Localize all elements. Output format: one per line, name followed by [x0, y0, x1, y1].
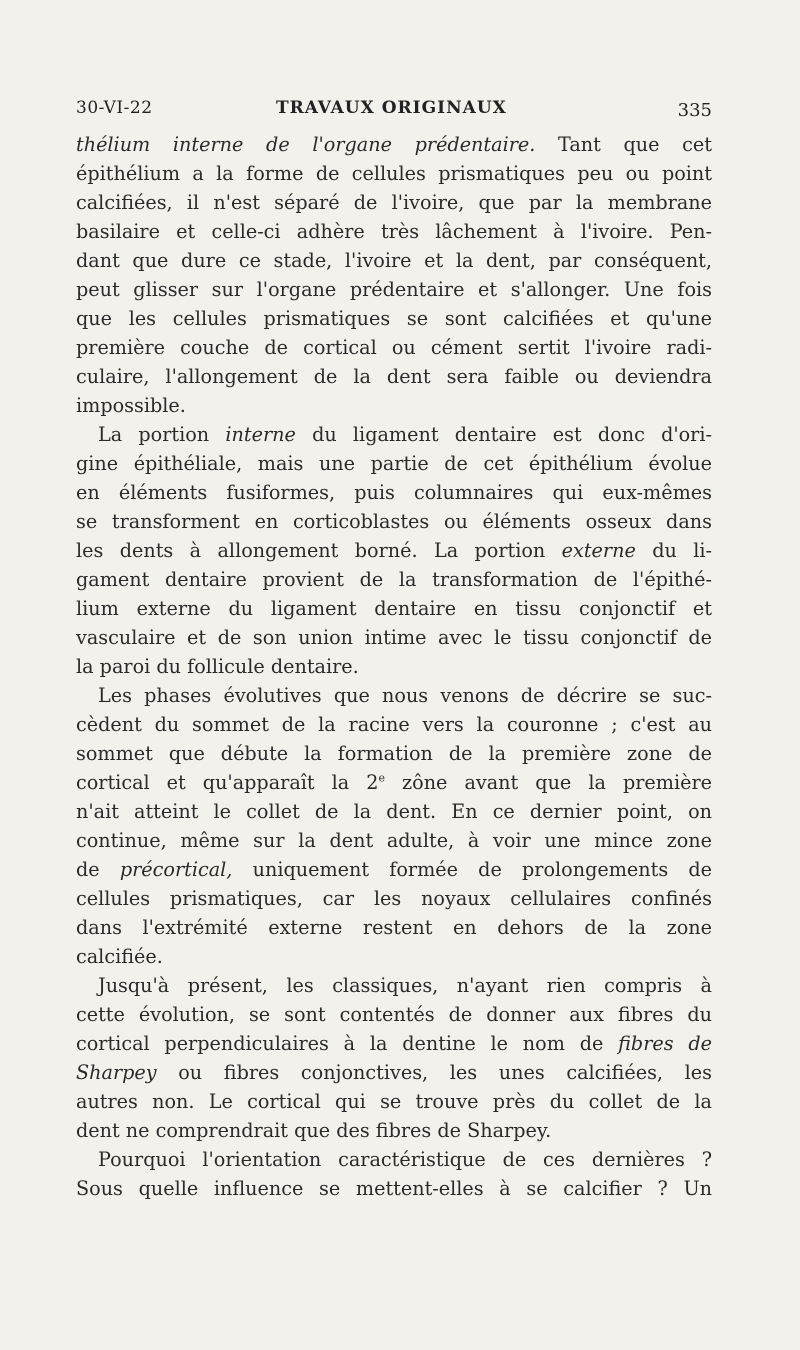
text-line	[76, 478, 712, 507]
text-line	[76, 826, 712, 855]
text-line	[76, 362, 712, 391]
text-line	[76, 304, 712, 333]
text-segment: première couche de cortical ou cément sertit l'ivoire radi-	[76, 336, 712, 359]
text-segment: culaire, l'allongement de la dent sera faible ou deviendra	[76, 365, 712, 388]
text-segment: en éléments fusiformes, puis columnaires qui eux-mêmes	[76, 481, 712, 504]
text-segment: zône avant que la première	[385, 771, 712, 794]
text-line	[76, 710, 712, 739]
text-segment: Sous quelle influence se mettent-elles à se calcifier ? Un	[76, 1177, 712, 1200]
text-segment: vasculaire et de son union intime avec le tissu conjonctif de	[76, 626, 712, 649]
text-segment: Pourquoi l'orientation caractéristique de ces dernières ?	[98, 1148, 712, 1171]
text-segment: cèdent du sommet de la racine vers la couronne ; c'est au	[76, 713, 712, 736]
text-line	[76, 1145, 712, 1174]
text-line	[76, 275, 712, 304]
text-line	[76, 1116, 712, 1145]
text-segment: du li-	[635, 539, 712, 562]
text-segment: cellules prismatiques, car les noyaux cellulaires confinés	[76, 887, 712, 910]
text-line	[76, 159, 712, 188]
text-line	[76, 246, 712, 275]
text-line	[76, 391, 712, 420]
italic-text: Sharpey	[76, 1061, 157, 1084]
text-segment: calcifiées, il n'est séparé de l'ivoire, que par la membrane	[76, 191, 712, 214]
text-line	[76, 449, 712, 478]
text-line	[76, 971, 712, 1000]
text-segment: Jusqu'à présent, les classiques, n'ayant rien compris à	[98, 974, 712, 997]
text-line	[76, 884, 712, 913]
text-segment: gament dentaire provient de la transformation de l'épithé-	[76, 568, 712, 591]
text-segment: lium externe du ligament dentaire en tissu conjonctif et	[76, 597, 712, 620]
text-line	[76, 1087, 712, 1116]
italic-text: interne	[225, 423, 296, 446]
text-segment: Les phases évolutives que nous venons de décrire se suc-	[98, 684, 712, 707]
text-segment: les dents à allongement borné. La portion	[76, 539, 562, 562]
text-segment: calcifiée.	[76, 945, 163, 968]
text-line	[76, 739, 712, 768]
text-line	[76, 681, 712, 710]
text-line	[76, 797, 712, 826]
text-line	[76, 1058, 712, 1087]
text-segment: peut glisser sur l'organe prédentaire et s'allonger. Une fois	[76, 278, 712, 301]
superscript-text: e	[378, 771, 385, 785]
text-line	[76, 536, 712, 565]
header-section-title: TRAVAUX ORIGINAUX	[276, 98, 507, 118]
text-segment: ou fibres conjonctives, les unes calcifiées, les	[156, 1061, 712, 1084]
text-segment: dant que dure ce stade, l'ivoire et la dent, par conséquent,	[76, 249, 712, 272]
text-line	[76, 1029, 712, 1058]
text-line	[76, 565, 712, 594]
text-segment: cortical et qu'apparaît la 2	[76, 771, 379, 794]
text-segment: continue, même sur la dent adulte, à voir une mince zone	[76, 829, 712, 852]
text-segment: Tant que cet	[535, 133, 712, 156]
text-segment: la paroi du follicule dentaire.	[76, 655, 359, 678]
body-text	[76, 130, 712, 1203]
header-date: 30-VI-22	[76, 98, 153, 118]
text-line	[76, 594, 712, 623]
text-segment: uniquement formée de prolongements de	[232, 858, 712, 881]
text-segment: cortical perpendiculaires à la dentine le nom de	[76, 1032, 619, 1055]
text-segment: sommet que débute la formation de la première zone de	[76, 742, 712, 765]
italic-text: précortical,	[119, 858, 233, 881]
text-line	[76, 913, 712, 942]
text-segment: que les cellules prismatiques se sont calcifiées et qu'une	[76, 307, 712, 330]
text-line	[76, 855, 712, 884]
text-segment: épithélium a la forme de cellules prismatiques peu ou point	[76, 162, 712, 185]
text-segment: de	[76, 858, 120, 881]
text-line	[76, 623, 712, 652]
italic-text: fibres de	[618, 1032, 712, 1055]
text-line	[76, 333, 712, 362]
text-segment: gine épithéliale, mais une partie de cet épithélium évolue	[76, 452, 712, 475]
page-number: 335	[677, 100, 712, 121]
text-segment: se transforment en corticoblastes ou éléments osseux dans	[76, 510, 712, 533]
text-line	[76, 420, 712, 449]
text-segment: basilaire et celle-ci adhère très lâchement à l'ivoire. Pen-	[76, 220, 712, 243]
text-line	[76, 942, 712, 971]
text-line	[76, 217, 712, 246]
running-header	[76, 94, 712, 122]
text-segment: dent ne comprendrait que des fibres de Sharpey.	[76, 1119, 552, 1142]
text-segment: dans l'extrémité externe restent en dehors de la zone	[76, 916, 712, 939]
text-segment: du ligament dentaire est donc d'ori-	[295, 423, 712, 446]
italic-text: externe	[561, 539, 636, 562]
text-line	[76, 507, 712, 536]
text-segment: cette évolution, se sont contentés de donner aux fibres du	[76, 1003, 712, 1026]
text-line	[76, 1174, 712, 1203]
text-segment: n'ait atteint le collet de la dent. En ce dernier point, on	[76, 800, 712, 823]
text-line	[76, 188, 712, 217]
text-segment: autres non. Le cortical qui se trouve près du collet de la	[76, 1090, 712, 1113]
text-line	[76, 768, 712, 797]
text-line	[76, 130, 712, 159]
italic-text: thélium interne de l'organe prédentaire.	[76, 133, 536, 156]
text-segment: impossible.	[76, 394, 186, 417]
text-line	[76, 1000, 712, 1029]
text-segment: La portion	[98, 423, 226, 446]
text-line	[76, 652, 712, 681]
